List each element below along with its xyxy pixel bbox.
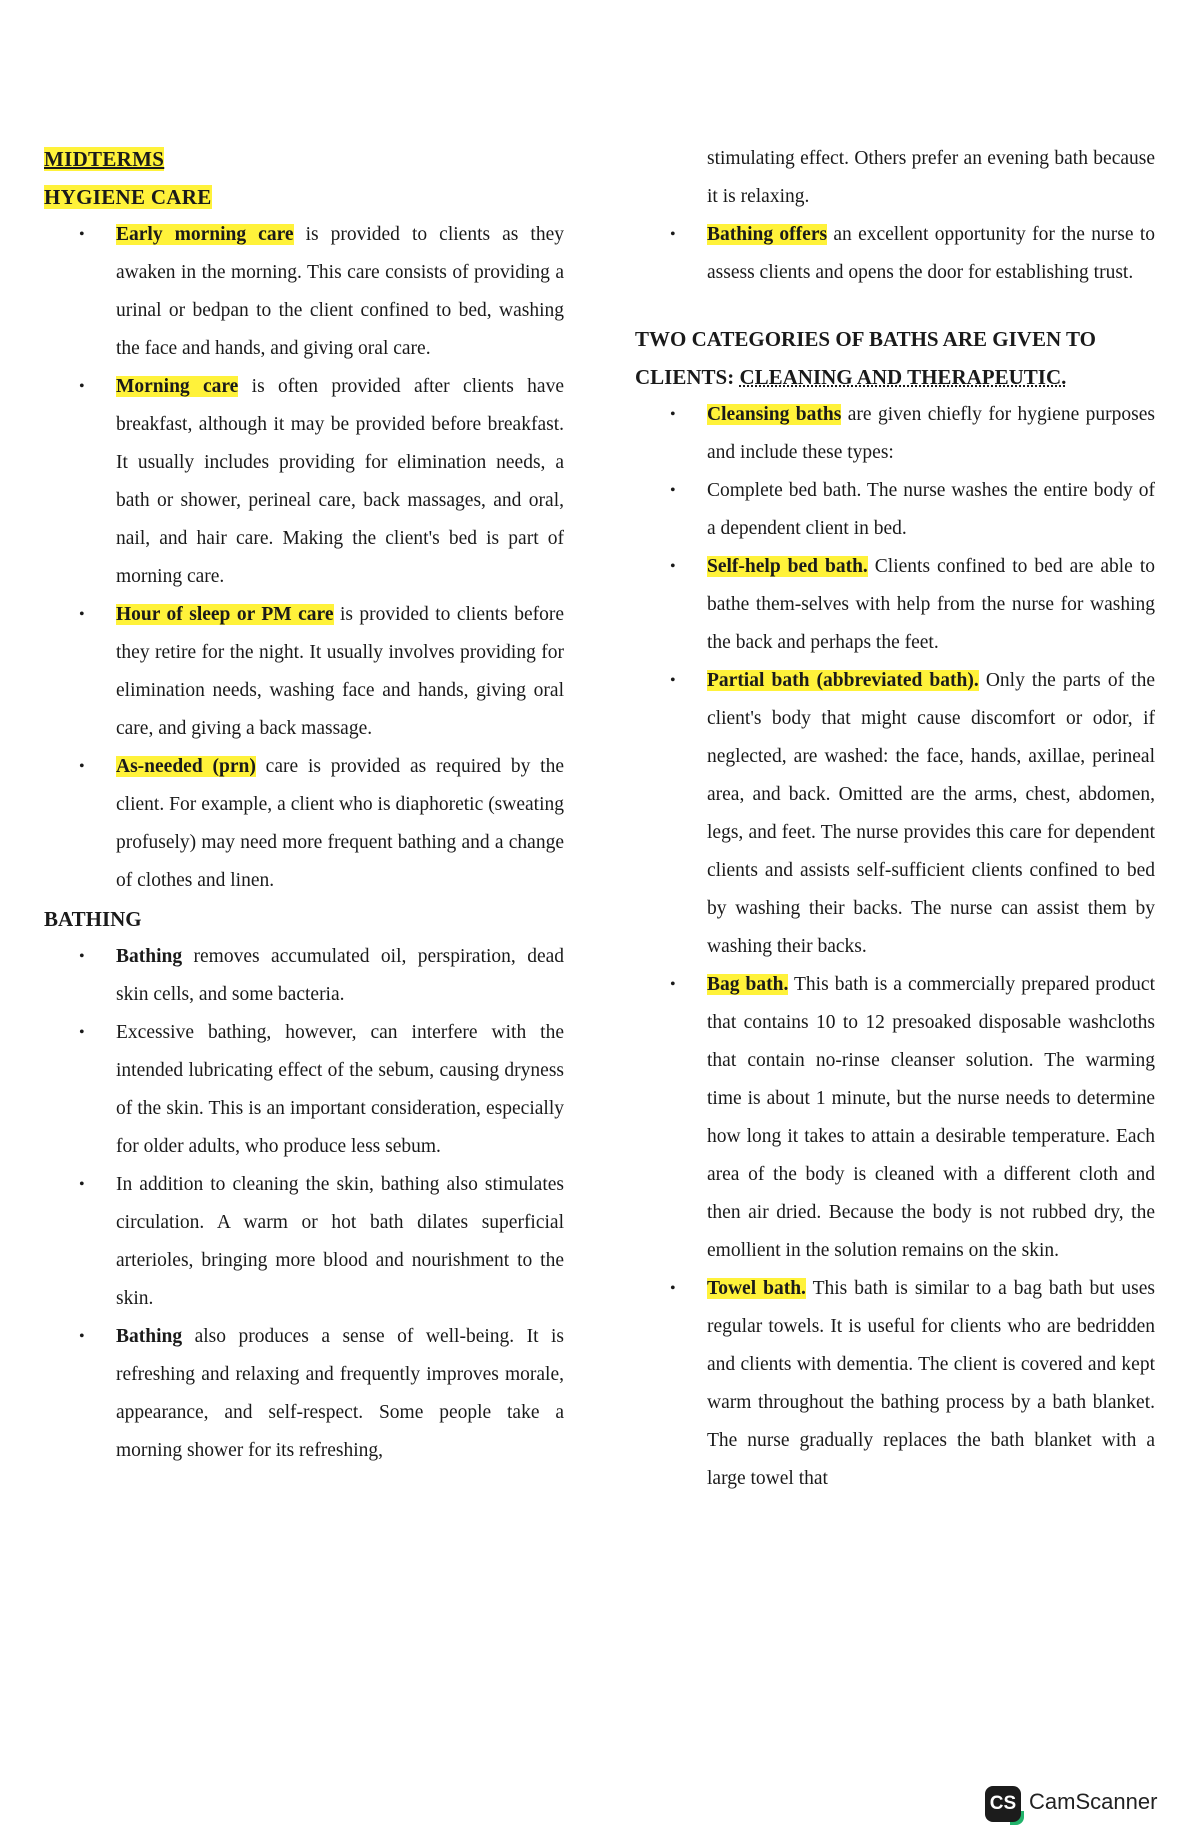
continuation-text: stimulating effect. Others prefer an evening bath because it is relaxing.: [707, 148, 1155, 207]
bathing-heading: BATHING: [44, 907, 142, 931]
list-item: • Bathing also produces a sense of well-being. It is refreshing and relaxing and frequently improves morale, appearance, and self-respect. Some people take a morning shower for its refreshing,: [116, 1318, 564, 1470]
list-item: • Partial bath (abbreviated bath). Only the parts of the client's body that might cause discomfort or odor, if neglected, are washed: the face, hands, axillae, perineal area, and back. Omitted are the arms, chest, abdomen, legs, and feet. The nurse provides this care for dependent clients and assists self-sufficient clients confined to bed by washing their backs. The nurse can assist them by washing their backs.: [707, 662, 1155, 966]
spacer: [635, 292, 1155, 320]
bathing-list: [44, 938, 564, 1470]
hygiene-care-title: HYGIENE CARE: [44, 185, 212, 209]
right-column: [635, 140, 1155, 1498]
list-item: • Cleansing baths are given chiefly for hygiene purposes and include these types:: [707, 396, 1155, 472]
list-item: • Bag bath. This bath is a commercially prepared product that contains 10 to 12 presoaked disposable washcloths that contain no-rinse cleanser solution. The warming time is about 1 minute, but the nurse needs to determine how long it takes to attain a desirable temperature. Each area of the body is cleaned with a different cloth and then air dried. Because the body is not rubbed dry, the emollient in the solution remains on the skin.: [707, 966, 1155, 1270]
bathing-offers-list: [635, 216, 1155, 292]
list-item: • Self-help bed bath. Clients confined to bed are able to bathe them-selves with help from the nurse for washing the back and perhaps the feet.: [707, 548, 1155, 662]
bath-types-list: [635, 396, 1155, 1498]
camscanner-watermark: CamScanner: [1029, 1789, 1158, 1814]
hygiene-care-list: [44, 216, 564, 900]
midterms-title: MIDTERMS: [44, 147, 165, 171]
list-item: • In addition to cleaning the skin, bathing also stimulates circulation. A warm or hot bath dilates superficial arterioles, bringing more blood and nourishment to the skin.: [116, 1166, 564, 1318]
list-item: • Excessive bathing, however, can interfere with the intended lubricating effect of the sebum, causing dryness of the skin. This is an important consideration, especially for older adults, who produce less sebum.: [116, 1014, 564, 1166]
categories-heading: TWO CATEGORIES OF BATHS ARE GIVEN TO CLIENTS: CLEANING AND THERAPEUTIC.: [635, 327, 1096, 389]
left-column: [44, 140, 564, 1470]
list-item: • Early morning care is provided to clients as they awaken in the morning. This care consists of providing a urinal or bedpan to the client confined to bed, washing the face and hands, and giving oral care.: [116, 216, 564, 368]
list-item: • Bathing offers an excellent opportunity for the nurse to assess clients and opens the door for establishing trust.: [707, 216, 1155, 292]
list-item: • Morning care is often provided after clients have breakfast, although it may be provided before breakfast. It usually includes providing for elimination needs, a bath or shower, perineal care, back massages, and oral, nail, and hair care. Making the client's bed is part of morning care.: [116, 368, 564, 596]
list-item: • As-needed (prn) care is provided as required by the client. For example, a client who is diaphoretic (sweating profusely) may need more frequent bathing and a change of clothes and linen.: [116, 748, 564, 900]
list-item: • Bathing removes accumulated oil, perspiration, dead skin cells, and some bacteria.: [116, 938, 564, 1014]
list-item: • Complete bed bath. The nurse washes the entire body of a dependent client in bed.: [707, 472, 1155, 548]
list-item: • Hour of sleep or PM care is provided to clients before they retire for the night. It usually involves providing for elimination needs, washing face and hands, giving oral care, and giving a back massage.: [116, 596, 564, 748]
list-item: • Towel bath. This bath is similar to a bag bath but uses regular towels. It is useful for clients who are bedridden and clients with dementia. The client is covered and kept warm throughout the bathing process by a bath blanket. The nurse gradually replaces the bath blanket with a large towel that: [707, 1270, 1155, 1498]
camscanner-logo-icon: CS: [985, 1786, 1021, 1822]
